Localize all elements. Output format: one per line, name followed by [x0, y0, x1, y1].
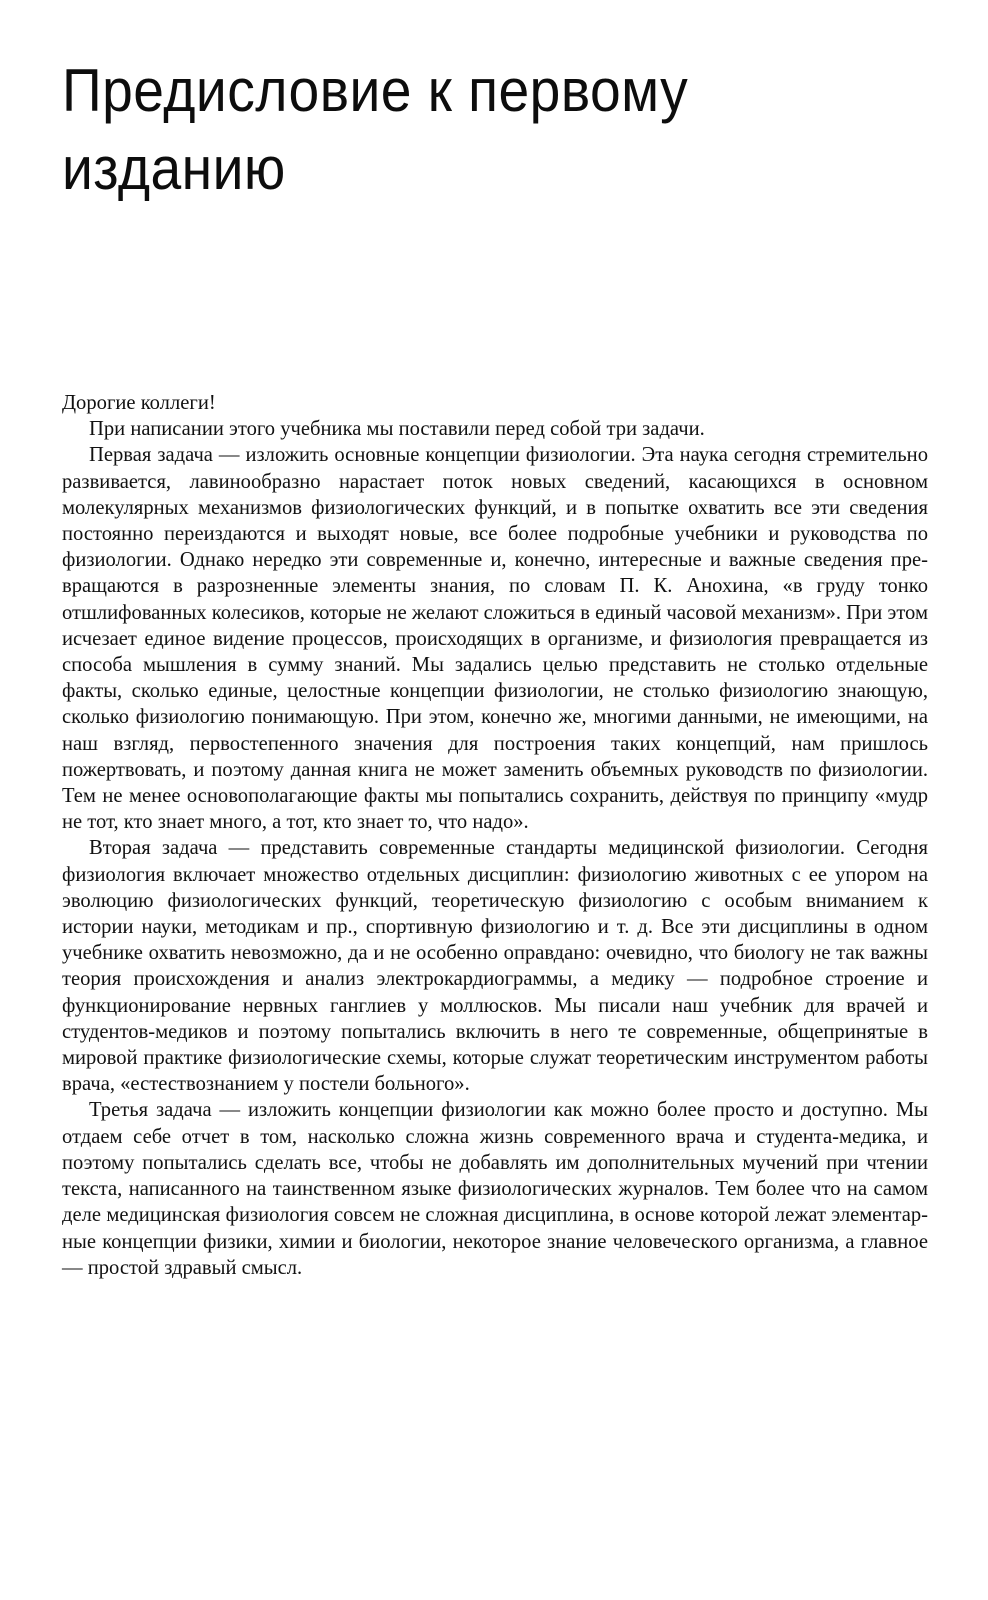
- paragraph-third-task: Третья задача — изложить концепции физиологии как можно более просто и доступно. Мы отдаем себе отчет в том, насколько сложна жизнь современного врача и студента-медика, и поэтому попытались сделать все, чтобы не добавлять им дополнительных мучений при чтении текста, написанного на таинственном языке физиологических журналов. Тем более что на самом деле медицинская физиология совсем не сложная дисциплина, в основе которой лежат элементарные концепции физики, химии и биологии, некоторое знание человеческого организма, а главное — простой здравый смысл.: [62, 1099, 928, 1279]
- chapter-title: [62, 52, 859, 208]
- chapter-title-line-1: Предисловие к первому: [62, 57, 689, 124]
- paragraph-first-task: Первая задача — изложить основные концепции физиологии. Эта наука сегодня стремительно развивается, лавинообразно нарастает поток новых сведений, касающихся в основном молекулярных механизмов физиологических функций, и в попытке охватить все эти сведения постоянно переиздаются и выходят новые, все более подробные учебники и руководства по физиологии. Однако нередко эти современные и, конечно, интересные и важные сведения превращаются в разрозненные элементы знания, по словам П. К. Анохина, «в груду тонко отшлифованных колесиков, которые не желают сложиться в единый часовой механизм». При этом исчезает единое видение процессов, происходящих в организме, и физиология превращается из способа мышления в сумму знаний. Мы задались целью представить не столько отдельные факты, сколько единые, целостные концепции физиологии, не столько физиологию знающую, сколько физиологию понимающую. При этом, конечно же, многими данными, не имеющими, на наш взгляд, первостепенного значения для построения таких концепций, нам пришлось пожертвовать, и поэтому данная книга не может заменить объемных руководств по физиологии. Тем не менее основополагающие факты мы попытались сохранить, действуя по принципу «мудр не тот, кто знает много, а тот, кто знает то, что надо».: [62, 444, 928, 834]
- paragraph-second-task: Вторая задача — представить современные стандарты медицинской физиологии. Сегодня физиология включает множество отдельных дисциплин: физиологию животных с ее упором на эволюцию физиологических функций, теоретическую физиологию с особым вниманием к истории науки, методикам и пр., спортивную физиологию и т. д. Все эти дисциплины в одном учебнике охватить невозможно, да и не особенно оправдано: очевидно, что биологу не так важны теория происхождения и анализ электрокардиограммы, а медику — подробное строение и функционирование нервных ганглиев у моллюсков. Мы писали наш учебник для врачей и студентов-медиков и поэтому попытались включить в него те современные, общепринятые в мировой практике физиологические схемы, которые служат теоретическим инструментом работы врача, «естествознанием у постели больного».: [62, 837, 928, 1096]
- preface-body: [62, 390, 928, 1281]
- book-page: [62, 0, 928, 1600]
- chapter-title-line-2: изданию: [62, 135, 286, 202]
- paragraph-intro: При написании этого учебника мы поставили перед собой три задачи.: [89, 418, 705, 441]
- salutation: Дорогие коллеги!: [62, 392, 216, 414]
